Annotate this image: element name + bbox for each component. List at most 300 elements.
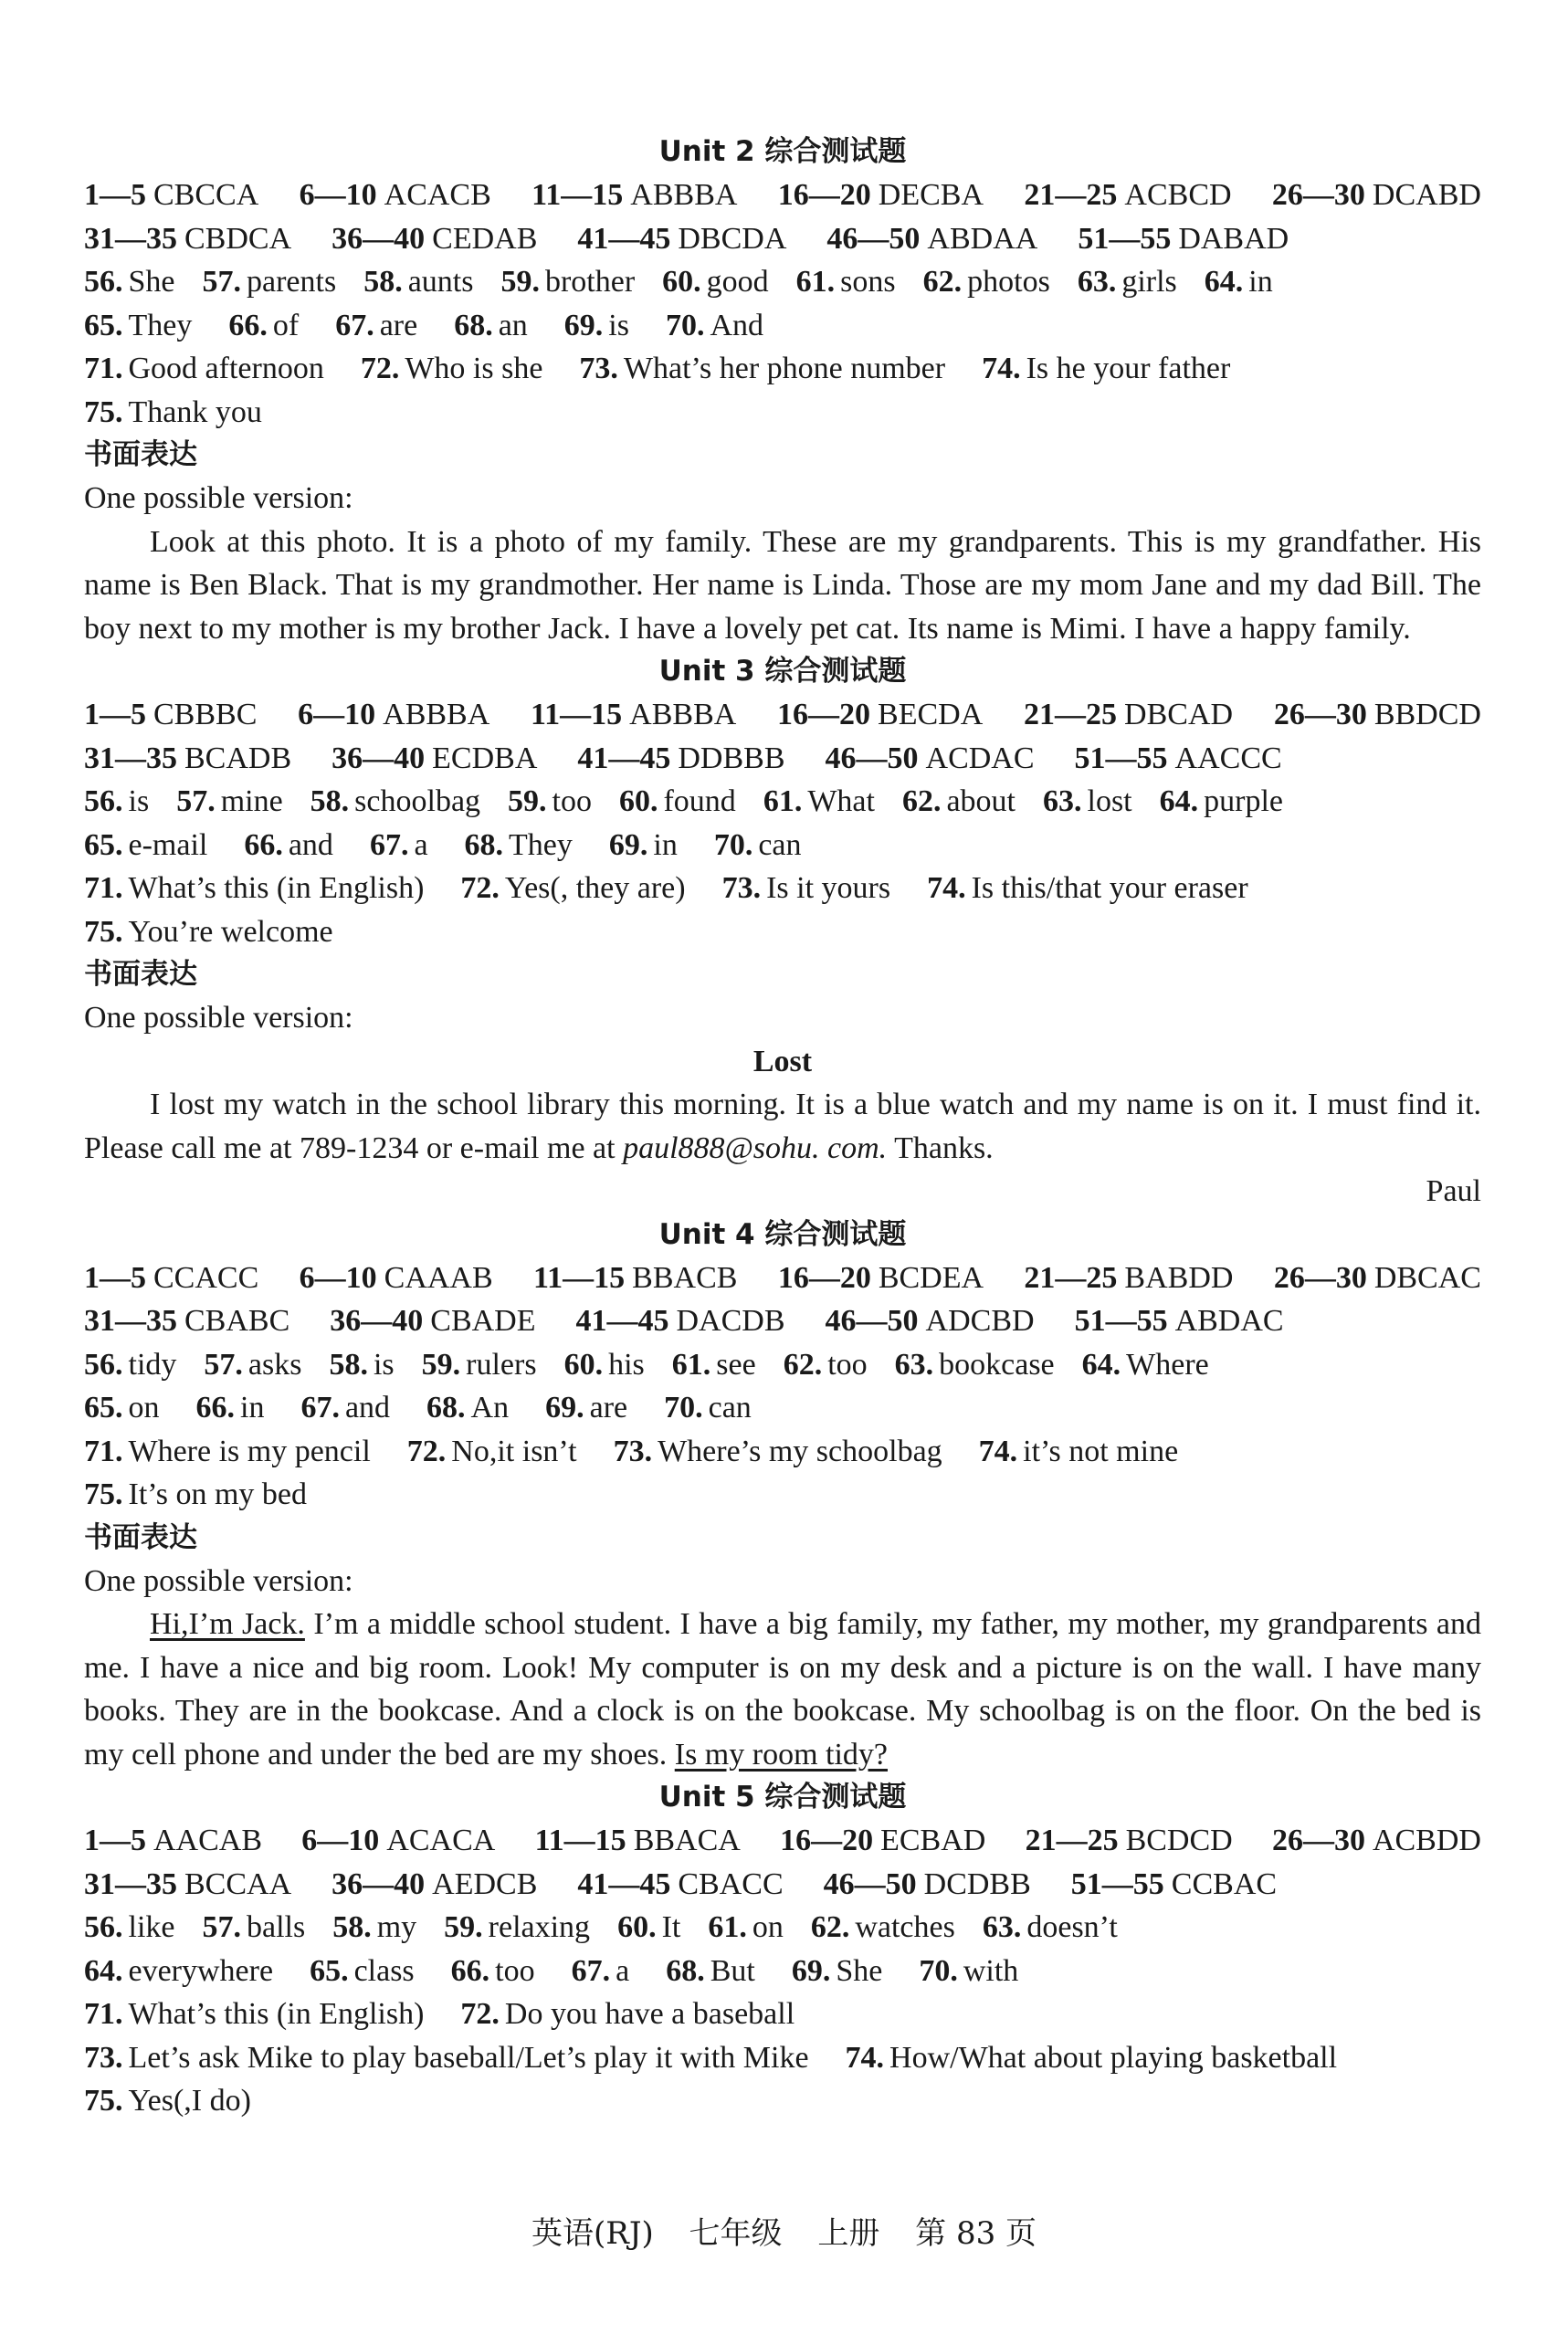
fill-answer-row — [84, 260, 1481, 304]
unit5-title: Unit 5 综合测试题 — [658, 1781, 907, 1814]
question-number: 75. — [84, 394, 123, 429]
answer-text: photos — [967, 265, 1050, 299]
answer-text: an — [498, 308, 528, 342]
question-number: 56. — [84, 265, 123, 299]
answer-letters: ACACA — [386, 1824, 496, 1857]
answer-text: Yes(, they are) — [504, 871, 686, 905]
choice-answer-group — [300, 173, 491, 217]
question-range: 46—50 — [826, 221, 921, 256]
fill-answer — [666, 1950, 755, 1993]
fill-answer — [672, 1343, 756, 1387]
fill-answer — [545, 1386, 627, 1430]
answer-text: can — [708, 1391, 752, 1425]
question-number: 56. — [84, 784, 123, 818]
fill-answer — [1043, 780, 1132, 824]
answer-letters: AACCC — [1174, 741, 1282, 775]
answer-text: Is he your father — [1026, 352, 1231, 385]
unit3-version-label: One possible version: — [84, 1001, 353, 1035]
fill-answer-row — [84, 1430, 1481, 1474]
fill-answer-row — [84, 1343, 1481, 1387]
question-number: 74. — [978, 1434, 1018, 1468]
question-range: 31—35 — [84, 1304, 177, 1338]
fill-answer — [614, 1430, 942, 1474]
question-number: 66. — [450, 1953, 490, 1988]
answer-text: It — [661, 1910, 681, 1944]
fill-answer — [983, 1906, 1118, 1950]
fill-answer — [609, 824, 678, 867]
question-range: 26—30 — [1273, 1260, 1367, 1295]
answer-text: An — [470, 1391, 510, 1425]
choice-answer-group — [1075, 737, 1282, 781]
lost-notice-body — [84, 1083, 1481, 1170]
fill-answer — [465, 824, 573, 867]
question-number: 59. — [508, 784, 547, 818]
question-range: 16—20 — [777, 178, 871, 212]
fill-answer-row — [84, 2079, 1481, 2123]
unit3-writing-label: 书面表达 — [84, 958, 197, 991]
choice-answer-group — [1078, 217, 1289, 261]
answer-text: tidy — [128, 1347, 177, 1382]
question-number: 64. — [1081, 1347, 1121, 1382]
question-range: 1—5 — [84, 1260, 146, 1295]
fill-answer — [203, 260, 337, 304]
answer-letters: ECBAD — [880, 1824, 986, 1857]
question-number: 73. — [579, 352, 618, 385]
fill-answer-row — [84, 824, 1481, 867]
answer-text: too — [552, 784, 592, 818]
question-number: 73. — [613, 1434, 653, 1468]
answer-text: it’s not mine — [1023, 1434, 1179, 1468]
choice-answer-row — [84, 1819, 1481, 1863]
question-range: 16—20 — [777, 1260, 871, 1295]
answer-letters: CEDAB — [432, 221, 538, 256]
fill-answer — [310, 1950, 415, 1993]
question-range: 51—55 — [1074, 1304, 1168, 1338]
question-number: 65. — [84, 308, 123, 342]
answer-text: And — [710, 308, 764, 342]
answer-text: Do you have a baseball — [504, 1997, 795, 2031]
fill-answer — [84, 910, 333, 954]
answer-letters: ABBBA — [383, 698, 490, 731]
question-number: 64. — [84, 1953, 123, 1988]
lost-notice-end: Thanks. — [894, 1130, 994, 1165]
question-number: 68. — [666, 1953, 705, 1988]
question-number: 65. — [310, 1953, 349, 1988]
lost-notice-email: paul888@sohu. com. — [623, 1130, 888, 1165]
choice-answer-group — [826, 737, 1035, 781]
choice-answer-group — [826, 1299, 1035, 1343]
answer-letters: CBABC — [184, 1304, 290, 1338]
answer-text: good — [706, 265, 769, 299]
answer-text: schoolbag — [354, 784, 481, 818]
choice-answer-group — [1272, 1819, 1481, 1863]
answer-text: like — [128, 1910, 175, 1944]
question-range: 6—10 — [299, 1260, 377, 1295]
fill-answer — [84, 1343, 176, 1387]
fill-answer-row — [84, 2036, 1481, 2080]
question-number: 71. — [84, 352, 123, 385]
answer-letters: CCBAC — [1171, 1866, 1278, 1901]
question-number: 58. — [310, 784, 350, 818]
answer-text: is — [373, 1347, 395, 1382]
question-number: 66. — [195, 1391, 235, 1425]
fill-answer — [361, 347, 543, 391]
answer-letters: ABBBA — [630, 178, 738, 212]
question-number: 57. — [202, 1910, 241, 1944]
answer-letters: ABDAC — [1174, 1304, 1284, 1338]
fill-answer — [666, 304, 763, 348]
question-number: 73. — [721, 871, 762, 905]
choice-answer-group — [1075, 1299, 1284, 1343]
fill-answer — [363, 260, 473, 304]
question-number: 65. — [84, 827, 123, 862]
fill-answer — [1082, 1343, 1209, 1387]
choice-answer-row — [84, 1256, 1481, 1300]
answer-text: bookcase — [939, 1347, 1055, 1382]
answer-text: You’re welcome — [128, 914, 333, 949]
answer-text: balls — [246, 1910, 306, 1944]
fill-answer — [202, 1906, 305, 1950]
question-number: 75. — [84, 1477, 123, 1511]
fill-answer — [84, 2079, 251, 2123]
question-number: 61. — [763, 784, 803, 818]
choice-answer-group — [777, 693, 983, 737]
answer-text: relaxing — [488, 1910, 591, 1944]
question-number: 60. — [617, 1910, 657, 1944]
question-range: 21—25 — [1024, 698, 1118, 731]
fill-answer — [919, 1950, 1018, 1993]
answer-text: can — [758, 827, 802, 862]
question-range: 21—25 — [1024, 1260, 1118, 1295]
lost-notice-title: Lost — [752, 1044, 813, 1078]
question-number: 66. — [228, 308, 268, 342]
fill-answer — [460, 1992, 795, 2036]
question-number: 63. — [1077, 265, 1117, 299]
answer-letters: DCDBB — [923, 1866, 1031, 1901]
answer-text: see — [716, 1347, 756, 1382]
answer-text: What — [807, 784, 875, 818]
unit4-essay-body: I’m a middle school student. I have a big family, my father, my mother, my grandparents and me. I have a nice and big room. Look! My computer is on my desk and a picture is on the wall. I have many books. They are in the bookcase. And a clock is on the bookcase. My schoolbag is on the floor. On the bed is my cell phone and under the bed are my shoes. — [84, 1607, 1482, 1772]
question-number: 57. — [204, 1347, 243, 1382]
fill-answer — [811, 1906, 955, 1950]
choice-answer-group — [576, 1299, 785, 1343]
fill-answer — [444, 1906, 590, 1950]
choice-answer-group — [1024, 1256, 1233, 1300]
question-number: 67. — [369, 827, 409, 862]
question-range: 36—40 — [331, 1866, 426, 1901]
question-number: 69. — [791, 1953, 831, 1988]
question-range: 31—35 — [84, 221, 177, 256]
answer-letters: DBCAD — [1124, 698, 1234, 731]
choice-answer-group — [298, 693, 489, 737]
fill-answer — [846, 2036, 1338, 2080]
choice-answer-group — [331, 1863, 537, 1907]
answer-letters: BABDD — [1124, 1260, 1234, 1295]
fill-answer — [714, 824, 802, 867]
question-range: 46—50 — [825, 1304, 919, 1338]
answer-letters: CBDCA — [184, 221, 292, 256]
fill-answer — [84, 260, 175, 304]
question-number: 70. — [713, 827, 753, 862]
choice-answer-group — [330, 1299, 535, 1343]
answer-text: are — [379, 308, 418, 342]
choice-answer-group — [780, 1819, 985, 1863]
answer-text: parents — [247, 265, 337, 299]
fill-answer — [722, 867, 891, 910]
answer-letters: CBBBC — [153, 698, 258, 731]
choice-answer-group — [531, 173, 737, 217]
unit4-choice-answers — [84, 1256, 1481, 1343]
fill-answer — [923, 260, 1050, 304]
answer-text: watches — [855, 1910, 955, 1944]
answer-text: a — [414, 827, 428, 862]
unit4-version-label: One possible version: — [84, 1563, 353, 1598]
fill-answer — [902, 780, 1016, 824]
answer-text: It’s on my bed — [128, 1477, 307, 1511]
question-number: 70. — [664, 1391, 703, 1425]
question-range: 31—35 — [84, 1866, 177, 1901]
answer-letters: AEDCB — [432, 1866, 538, 1901]
unit5-fill-answers — [84, 1906, 1481, 2123]
answer-text: Who is she — [405, 352, 543, 385]
question-number: 57. — [176, 784, 216, 818]
answer-text: a — [616, 1953, 630, 1988]
answer-letters: CBACC — [678, 1866, 784, 1901]
answer-text: Where’s my schoolbag — [658, 1434, 942, 1468]
answer-text: How/What about playing basketball — [889, 2040, 1338, 2075]
answer-letters: BBACA — [633, 1824, 741, 1857]
answer-text: They — [509, 827, 573, 862]
choice-answer-group — [300, 1256, 493, 1300]
fill-answer — [895, 1343, 1055, 1387]
choice-answer-group — [331, 217, 537, 261]
fill-answer — [84, 304, 192, 348]
fill-answer — [564, 304, 629, 348]
question-number: 60. — [563, 1347, 604, 1382]
fill-answer — [796, 260, 896, 304]
unit4-writing-label: 书面表达 — [84, 1520, 197, 1554]
question-number: 67. — [335, 308, 374, 342]
question-number: 58. — [332, 1910, 372, 1944]
question-number: 60. — [618, 784, 658, 818]
question-number: 71. — [84, 871, 123, 905]
footer-grade: 七年级 — [689, 2215, 783, 2252]
question-number: 65. — [84, 1391, 123, 1425]
answer-letters: DBCDA — [678, 221, 787, 256]
choice-answer-group — [1272, 173, 1481, 217]
question-range: 1—5 — [84, 178, 146, 212]
fill-answer — [792, 1950, 883, 1993]
choice-answer-group — [331, 737, 537, 781]
fill-answer — [329, 1343, 394, 1387]
fill-answer — [451, 1950, 535, 1993]
answer-text: class — [353, 1953, 415, 1988]
fill-answer — [784, 1343, 868, 1387]
unit2-choice-answers — [84, 173, 1481, 260]
question-number: 62. — [901, 784, 942, 818]
question-number: 63. — [982, 1910, 1022, 1944]
question-range: 11—15 — [534, 1824, 626, 1857]
fill-answer — [508, 780, 592, 824]
answer-text: sons — [840, 265, 896, 299]
question-number: 69. — [608, 827, 648, 862]
choice-answer-group — [535, 1819, 741, 1863]
question-number: 59. — [444, 1910, 483, 1944]
answer-text: Where is my pencil — [128, 1434, 371, 1468]
fill-answer — [927, 867, 1248, 910]
unit4-title: Unit 4 综合测试题 — [658, 1217, 907, 1251]
answer-text: Yes(,I do) — [128, 2084, 251, 2118]
answer-text: Where — [1126, 1347, 1209, 1382]
unit2-essay: Look at this photo. It is a photo of my family. These are my grandparents. This is my grandfather. His name is Ben Black. That is my grandmother. Her name is Linda. Those are my mom Jane and my dad Bill. The boy next to my mother is my brother Jack. I have a lovely pet cat. Its name is Mimi. I have a happy family. — [84, 524, 1481, 646]
question-number: 63. — [894, 1347, 934, 1382]
question-range: 41—45 — [577, 221, 671, 256]
question-range: 31—35 — [84, 741, 177, 775]
fill-answer — [84, 1992, 424, 2036]
question-number: 71. — [84, 1434, 123, 1468]
lost-notice-text: I lost my watch in the school library this morning. It is a blue watch and my name is on it. I must find it. Please call me at 789-1234 or e-mail me at — [84, 1088, 1481, 1165]
question-range: 51—55 — [1074, 741, 1168, 775]
answer-text: aunts — [407, 265, 474, 299]
unit3-fill-answers — [84, 780, 1481, 953]
choice-answer-group — [1024, 173, 1231, 217]
fill-answer — [454, 304, 528, 348]
answer-text: found — [663, 784, 736, 818]
answer-text: on — [128, 1391, 160, 1425]
answer-text: my — [376, 1910, 417, 1944]
answer-text: purple — [1204, 784, 1283, 818]
answer-letters: ACDAC — [925, 741, 1035, 775]
fill-answer — [300, 1386, 390, 1430]
answer-text: Let’s ask Mike to play baseball/Let’s play it with Mike — [128, 2040, 809, 2075]
question-number: 70. — [665, 308, 705, 342]
fill-answer — [196, 1386, 265, 1430]
question-number: 62. — [783, 1347, 823, 1382]
question-range: 41—45 — [575, 1304, 669, 1338]
fill-answer — [332, 1906, 416, 1950]
question-range: 26—30 — [1273, 698, 1367, 731]
fill-answer — [664, 1386, 752, 1430]
question-range: 36—40 — [331, 741, 426, 775]
answer-letters: ECDBA — [432, 741, 538, 775]
choice-answer-group — [1024, 693, 1233, 737]
choice-answer-row — [84, 737, 1481, 781]
answer-letters: DDBBB — [678, 741, 785, 775]
unit2-title: Unit 2 综合测试题 — [658, 135, 907, 168]
choice-answer-row — [84, 1299, 1481, 1343]
answer-letters: BBACB — [632, 1260, 738, 1295]
fill-answer-row — [84, 391, 1481, 435]
fill-answer — [407, 1430, 577, 1474]
question-range: 41—45 — [577, 741, 671, 775]
answer-text: with — [963, 1953, 1019, 1988]
answer-text: asks — [247, 1347, 302, 1382]
question-number: 72. — [360, 352, 400, 385]
answer-text: She — [128, 265, 175, 299]
fill-answer — [662, 260, 769, 304]
fill-answer — [708, 1906, 784, 1950]
fill-answer — [422, 1343, 537, 1387]
answer-text: She — [836, 1953, 883, 1988]
fill-answer-row — [84, 910, 1481, 954]
choice-answer-group — [301, 1819, 495, 1863]
question-number: 62. — [810, 1910, 850, 1944]
choice-answer-group — [533, 1256, 737, 1300]
choice-answer-group — [531, 693, 736, 737]
fill-answer — [204, 1343, 301, 1387]
question-range: 11—15 — [531, 178, 624, 212]
choice-answer-group — [84, 217, 291, 261]
question-number: 69. — [563, 308, 604, 342]
fill-answer — [619, 780, 736, 824]
footer-page-number: 第 83 页 — [915, 2215, 1037, 2252]
fill-answer — [1078, 260, 1177, 304]
choice-answer-row — [84, 217, 1481, 261]
answer-text: What’s this (in English) — [128, 1997, 425, 2031]
footer-subject: 英语(RJ) — [531, 2215, 654, 2252]
question-number: 57. — [202, 265, 241, 299]
answer-text: too — [495, 1953, 535, 1988]
fill-answer — [1160, 780, 1283, 824]
question-number: 69. — [545, 1391, 584, 1425]
question-number: 74. — [927, 871, 966, 905]
answer-text: Good afternoon — [128, 352, 324, 385]
fill-answer — [500, 260, 635, 304]
fill-answer-row — [84, 1992, 1481, 2036]
question-range: 51—55 — [1070, 1866, 1164, 1901]
fill-answer-row — [84, 347, 1481, 391]
question-range: 26—30 — [1271, 178, 1365, 212]
answer-text: Is this/that your eraser — [971, 871, 1248, 905]
answer-text: brother — [544, 265, 636, 299]
answer-letters: ACBCD — [1124, 178, 1232, 212]
fill-answer — [460, 867, 685, 910]
unit4-essay — [84, 1603, 1481, 1776]
answer-text: and — [344, 1391, 391, 1425]
answer-letters: BECDA — [878, 698, 984, 731]
question-number: 74. — [845, 2040, 885, 2075]
choice-answer-group — [577, 1863, 783, 1907]
unit5-choice-answers — [84, 1819, 1481, 1906]
question-range: 11—15 — [531, 698, 623, 731]
question-number: 66. — [244, 827, 283, 862]
fill-answer — [564, 1343, 645, 1387]
question-range: 1—5 — [84, 1824, 146, 1857]
question-number: 62. — [922, 265, 963, 299]
answer-text: is — [608, 308, 629, 342]
answer-text: doesn’t — [1026, 1910, 1118, 1944]
question-number: 63. — [1043, 784, 1082, 818]
fill-answer — [335, 304, 417, 348]
fill-answer — [84, 1906, 174, 1950]
fill-answer — [310, 780, 480, 824]
fill-answer — [370, 824, 428, 867]
answer-text: They — [128, 308, 193, 342]
answer-letters: CBADE — [430, 1304, 536, 1338]
fill-answer — [763, 780, 875, 824]
fill-answer-row — [84, 1386, 1481, 1430]
question-range: 41—45 — [577, 1866, 671, 1901]
answer-text: everywhere — [128, 1953, 274, 1988]
fill-answer — [176, 780, 282, 824]
choice-answer-group — [824, 1863, 1031, 1907]
question-range: 6—10 — [299, 178, 377, 212]
fill-answer — [84, 1430, 371, 1474]
fill-answer — [572, 1950, 630, 1993]
choice-answer-group — [1274, 1256, 1481, 1300]
question-range: 51—55 — [1078, 221, 1172, 256]
answer-text: and — [288, 827, 333, 862]
